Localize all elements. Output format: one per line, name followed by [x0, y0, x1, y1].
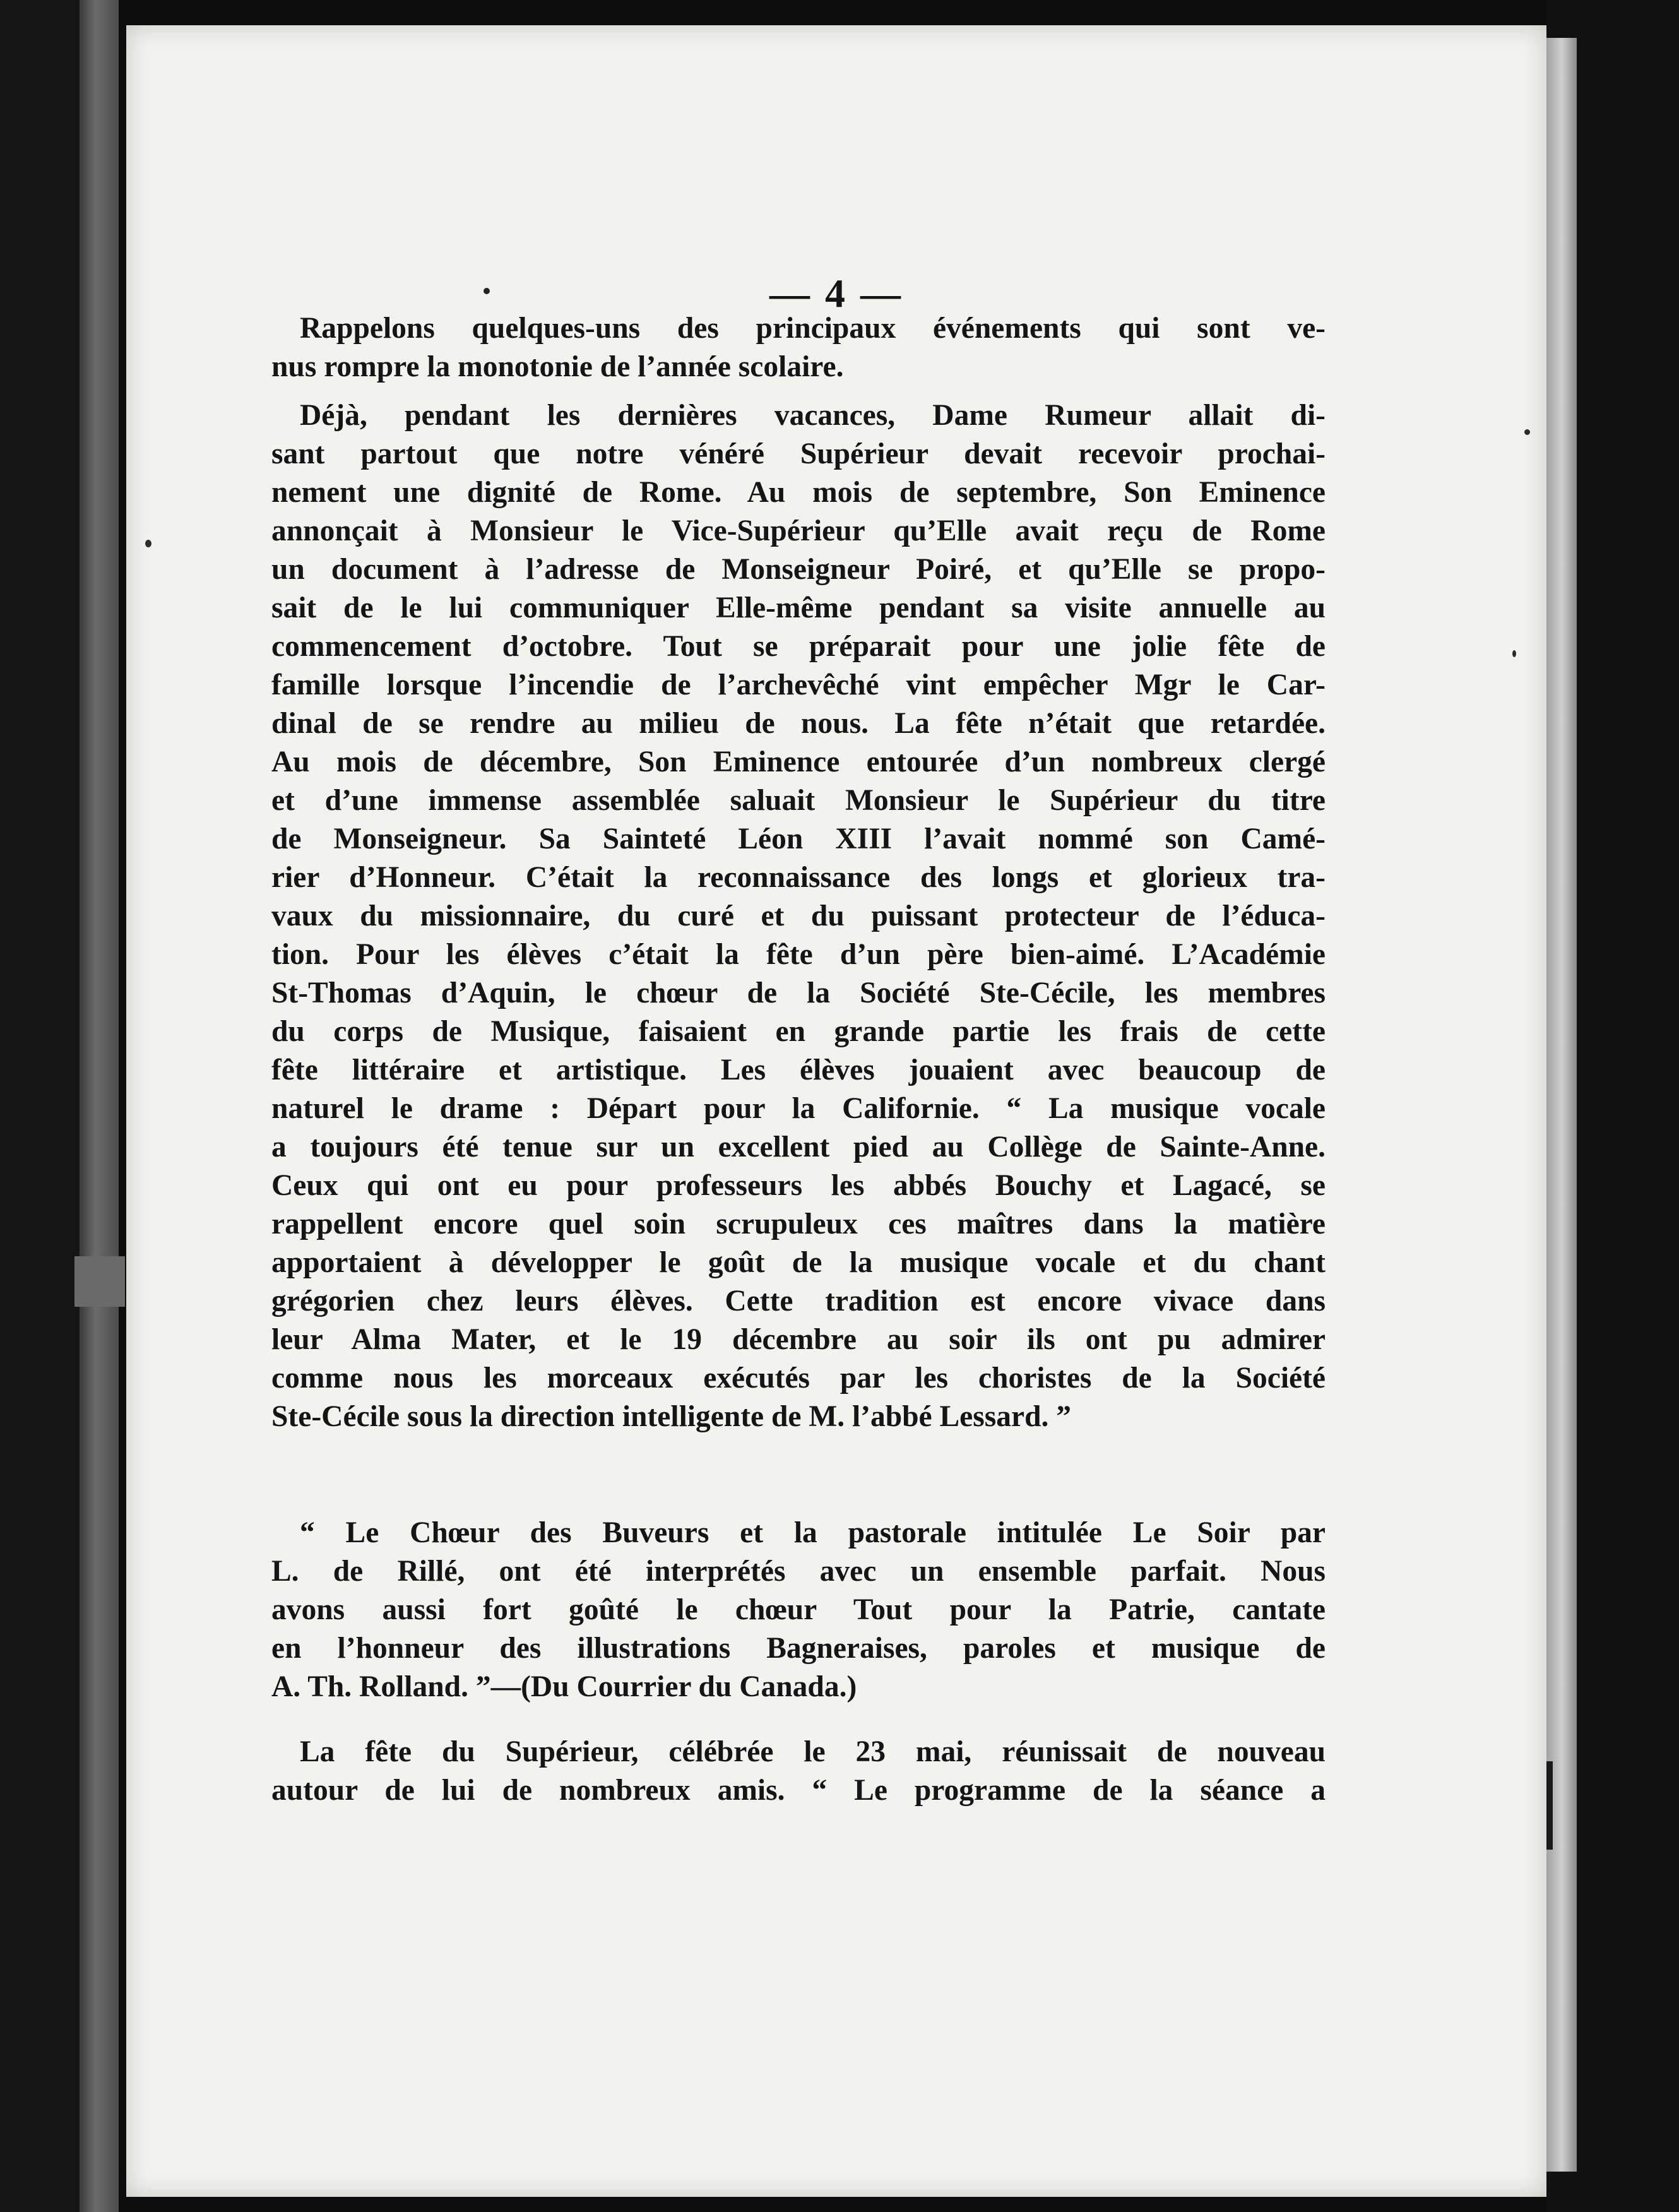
- text-line: sait de le lui communiquer Elle-même pendant sa visite annuelle au: [271, 592, 1326, 624]
- text-line: dinal de se rendre au milieu de nous. La fête n’était que retardée.: [271, 707, 1326, 740]
- text-line: Déjà, pendant les dernières vacances, Dame Rumeur allait di-: [300, 399, 1326, 432]
- text-line: rappellent encore quel soin scrupuleux ces maîtres dans la matière: [271, 1208, 1326, 1240]
- text-line: naturel le drame : Départ pour la Californie. “ La musique vocale: [271, 1092, 1326, 1125]
- text-line: et d’une immense assemblée saluait Monsieur le Supérieur du titre: [271, 784, 1326, 817]
- text-line: Ste-Cécile sous la direction intelligente de M. l’abbé Lessard. ”: [271, 1400, 1071, 1433]
- text-line: Ceux qui ont eu pour professeurs les abbés Bouchy et Lagacé, se: [271, 1169, 1326, 1202]
- paragraph-4: [271, 1733, 1326, 1810]
- text-line: sant partout que notre vénéré Supérieur devait recevoir prochai-: [271, 437, 1326, 470]
- stray-dot-mark: [484, 288, 490, 294]
- scan-left-border: [0, 0, 82, 2212]
- text-line: A. Th. Rolland. ”—(Du Courrier du Canada.): [271, 1670, 857, 1703]
- text-line: de Monseigneur. Sa Sainteté Léon XIII l’avait nommé son Camé-: [271, 823, 1326, 855]
- text-line: St-Thomas d’Aquin, le chœur de la Société Ste-Cécile, les membres: [271, 977, 1326, 1009]
- text-line: “ Le Chœur des Buveurs et la pastorale intitulée Le Soir par: [300, 1516, 1326, 1549]
- paragraph-2: [271, 396, 1326, 1436]
- stray-ink-mark: [145, 540, 151, 547]
- text-line: grégorien chez leurs élèves. Cette tradition est encore vivace dans: [271, 1285, 1326, 1317]
- text-line: rier d’Honneur. C’était la reconnaissance des longs et glorieux tra-: [271, 861, 1326, 894]
- scan-binding-tab: [74, 1256, 125, 1307]
- text-line: avons aussi fort goûté le chœur Tout pour la Patrie, cantate: [271, 1593, 1326, 1626]
- text-line: du corps de Musique, faisaient en grande partie les frais de cette: [271, 1015, 1326, 1048]
- scan-binding-strip-left: [80, 0, 119, 2212]
- text-line: autour de lui de nombreux amis. “ Le programme de la séance a: [271, 1774, 1326, 1807]
- paragraph-3: [271, 1514, 1326, 1706]
- paragraph-1: [271, 309, 1326, 386]
- stray-ink-mark: [1524, 429, 1530, 435]
- text-line: fête littéraire et artistique. Les élèves jouaient avec beaucoup de: [271, 1054, 1326, 1086]
- text-line: en l’honneur des illustrations Bagneraises, paroles et musique de: [271, 1632, 1326, 1665]
- page-number-header: — 4 —: [769, 271, 903, 316]
- text-line: vaux du missionnaire, du curé et du puissant protecteur de l’éduca-: [271, 900, 1326, 932]
- text-line: famille lorsque l’incendie de l’archevêché vint empêcher Mgr le Car-: [271, 669, 1326, 701]
- text-line: commencement d’octobre. Tout se préparait pour une jolie fête de: [271, 630, 1326, 663]
- text-line: nus rompre la monotonie de l’année scolaire.: [271, 350, 844, 383]
- stray-ink-mark: [1512, 650, 1516, 657]
- scan-binding-strip-right: [1544, 38, 1577, 2172]
- text-line: comme nous les morceaux exécutés par les choristes de la Société: [271, 1362, 1326, 1394]
- text-line: Au mois de décembre, Son Eminence entourée d’un nombreux clergé: [271, 746, 1326, 778]
- text-line: tion. Pour les élèves c’était la fête d’un père bien-aimé. L’Académie: [271, 938, 1326, 971]
- text-line: Rappelons quelques-uns des principaux événements qui sont ve-: [300, 312, 1326, 345]
- text-line: nement une dignité de Rome. Au mois de septembre, Son Eminence: [271, 476, 1326, 509]
- text-line: un document à l’adresse de Monseigneur Poiré, et qu’Elle se propo-: [271, 553, 1326, 586]
- text-line: annonçait à Monsieur le Vice-Supérieur qu’Elle avait reçu de Rome: [271, 514, 1326, 547]
- text-line: a toujours été tenue sur un excellent pied au Collège de Sainte-Anne.: [271, 1131, 1326, 1163]
- text-line: leur Alma Mater, et le 19 décembre au soir ils ont pu admirer: [271, 1323, 1326, 1356]
- text-line: La fête du Supérieur, célébrée le 23 mai, réunissait de nouveau: [300, 1735, 1326, 1768]
- text-line: L. de Rillé, ont été interprétés avec un ensemble parfait. Nous: [271, 1555, 1326, 1588]
- text-line: apportaient à développer le goût de la musique vocale et du chant: [271, 1246, 1326, 1279]
